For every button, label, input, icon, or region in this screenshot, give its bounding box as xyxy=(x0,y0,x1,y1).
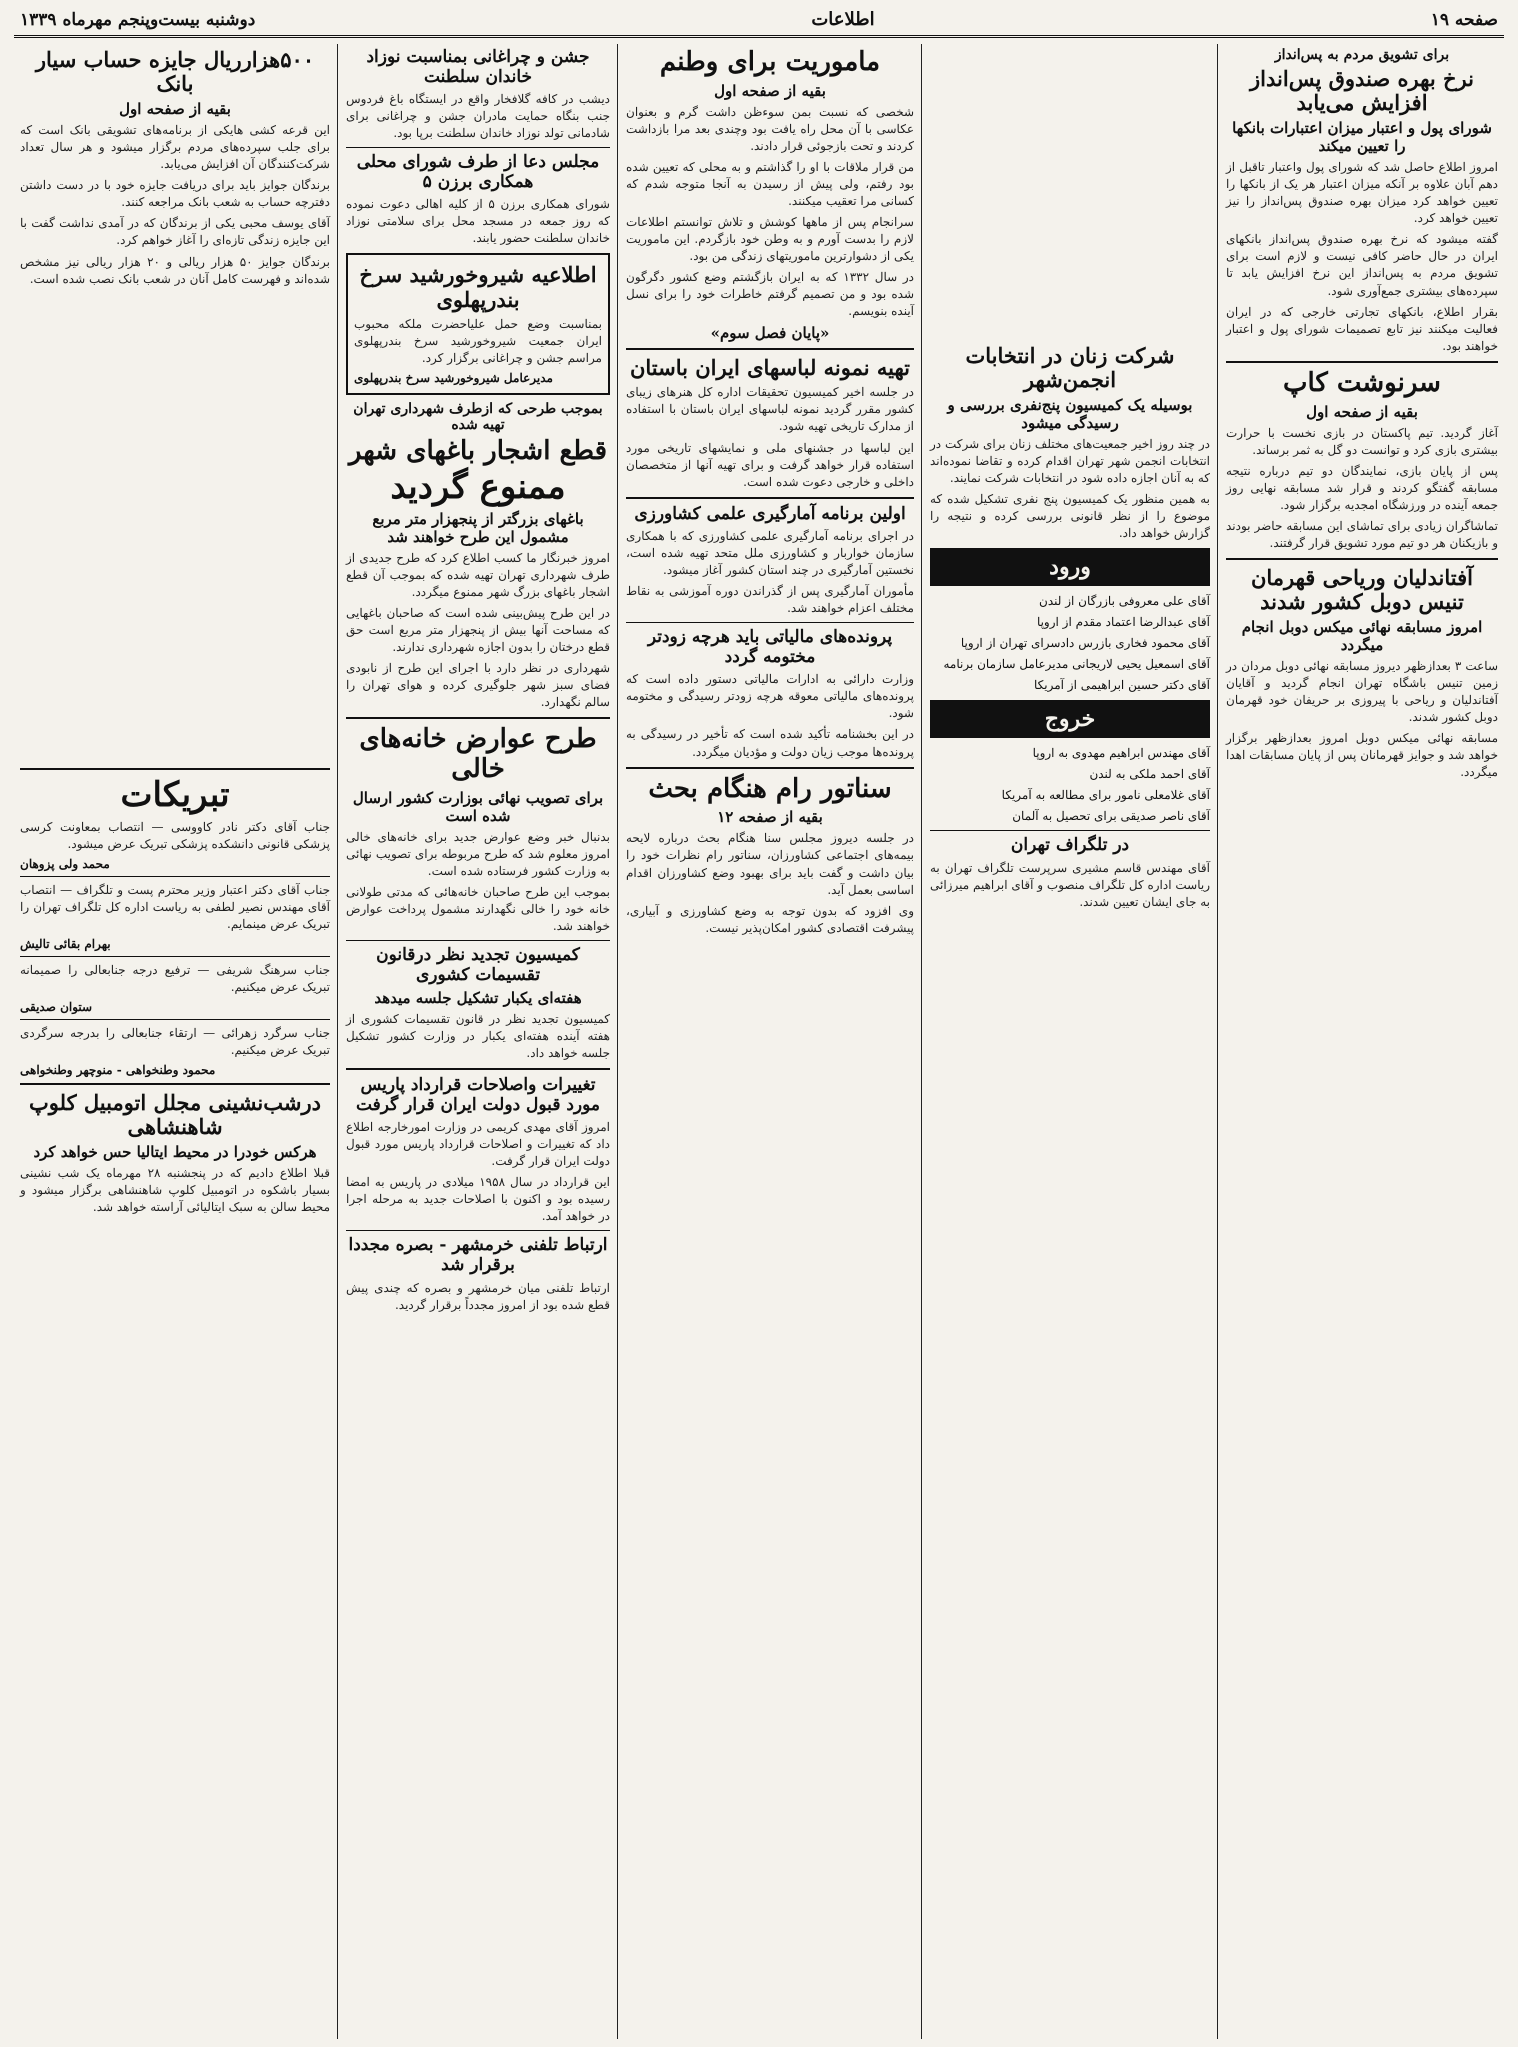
article-paragraph: در سال ۱۳۳۲ که به ایران بازگشتم وضع کشور دگرگون شده بود و من تصمیم گرفتم خاطرات خود را برای نسل آینده بنویسم. xyxy=(626,270,914,319)
congrats-text: جناب سرهنگ شریفی — ترفیع درجه جنابعالی را صمیمانه تبریک عرض میکنیم. xyxy=(20,962,330,994)
article-paragraph: قبلا اطلاع دادیم که در پنجشنبه ۲۸ مهرماه یک شب نشینی بسیار باشکوه در اتومبیل کلوپ شاهنشاهی برگزار میشود و محیط سالن به سبک ایتالیائی آراسته خواهد شد. xyxy=(20,1166,330,1215)
notice-signature: مدیرعامل شیروخورشید سرخ بندرپهلوی xyxy=(354,370,553,385)
houses-subheadline: برای تصویب نهائی بوزارت کشور ارسال شده است xyxy=(352,788,604,825)
article-paragraph: این قرعه کشی هایکی از برنامه‌های تشویقی بانک است که برای جلب سپرده‌های مردم برگزار میشود و هر سال تعداد شرکت‌کنندگان آن افزایش می‌یابد. xyxy=(20,123,330,172)
article-paragraph: در این بخشنامه تأکید شده است که تأخیر در رسیدگی به پرونده‌ها موجب زیان دولت و مؤدیان میگردد. xyxy=(626,727,914,759)
agri-headline: اولین برنامه آمارگیری علمی کشاورزی xyxy=(634,503,906,524)
club-subheadline: هرکس خودرا در محیط ایتالیا حس خواهد کرد xyxy=(33,1143,317,1162)
congrats-signature: محمد ولی پزوهان xyxy=(20,856,110,871)
article-paragraph: گفته میشود که نرخ بهره صندوق پس‌انداز بانکهای ایران در حال حاضر کافی نیست و لازم است برای تشویق مردم به پس‌انداز این نرخ افزایش یابد تا سپرده‌های بیشتری جمع‌آوری شود. xyxy=(1226,232,1498,298)
women-election-subheadline: بوسیله یک کمیسیون پنج‌نفری بررسی و رسیدگی میشود xyxy=(947,396,1193,433)
notice-box xyxy=(346,253,610,394)
article-paragraph: آقای مهندس قاسم مشیری سرپرست تلگراف تهران به ریاست اداره کل تلگراف منصوب و آقای ابراهیم میرزائی به جای ایشان تعیین شدند. xyxy=(930,861,1210,910)
divider xyxy=(346,1230,610,1231)
article-paragraph: آقای یوسف محبی یکی از برندگان که در آمدی نداشت گفت با این جایزه زندگی تازه‌ای را آغاز خواهم کرد. xyxy=(20,216,330,248)
article-paragraph: مسابقه نهائی میکس دوبل امروز بعدازظهر برگزار خواهد شد و جوایز قهرمانان پس از پایان مسابقات اهدا میگردد. xyxy=(1226,731,1498,780)
article-paragraph: برندگان جوایز ۵۰ هزار ریالی و ۲۰ هزار ریالی نیز مشخص شده‌اند و فهرست کامل آنان در شعب بانک نصب شده است. xyxy=(20,254,330,286)
divider xyxy=(930,830,1210,831)
article-paragraph: بدنبال خبر وضع عوارض جدید برای خانه‌های خالی امروز معلوم شد که طرح مربوطه برای تصویب نهائی به وزارت کشور فرستاده شده است. xyxy=(346,829,610,878)
departure-item: آقای احمد ملکی به لندن xyxy=(1089,767,1210,782)
divider xyxy=(20,876,330,877)
arrival-item: آقای عبدالرضا اعتماد مقدم از اروپا xyxy=(1036,615,1210,630)
divider xyxy=(20,956,330,957)
article-paragraph: در جلسه دیروز مجلس سنا هنگام بحث درباره لایحه بیمه‌های اجتماعی کشاورزان، سناتور رام نظرات خود را بیان داشت و گفت باید برای بهبود وضع کشاورزان اقدام اساسی بعمل آید. xyxy=(626,831,914,897)
arrival-item: آقای علی معروفی بازرگان از لندن xyxy=(1039,594,1210,609)
trees-headline-line1: قطع اشجار باغهای شهر xyxy=(348,435,608,466)
article-paragraph: امروز آقای مهدی کریمی در وزارت امورخارجه اطلاع داد که تغییرات و اصلاحات قرارداد پاریس مورد قبول دولت ایران قرار گرفت. xyxy=(346,1120,610,1169)
column-3 xyxy=(620,44,920,2039)
article-paragraph: در جلسه اخیر کمیسیون تحقیقات اداره کل هنرهای زیبای کشور مقرر گردید نمونه لباسهای ایران باستان با استفاده از مدارک تاریخی تهیه شود. xyxy=(626,385,914,434)
houses-headline: طرح عوارض خانه‌های خالی xyxy=(359,724,597,784)
page-number: صفحه ۱۹ xyxy=(1430,9,1498,30)
prayer-headline: مجلس دعا از طرف شورای محلی همکاری برزن ۵ xyxy=(356,152,600,192)
arrival-item: آقای محمود فخاری بازرس دادسرای تهران از اروپا xyxy=(960,636,1210,651)
congratulations-headline: تبریکات xyxy=(120,774,230,815)
congrats-signature: ستوان صدیقی xyxy=(20,999,93,1014)
article-headline: نرخ بهره صندوق پس‌انداز افزایش می‌یابد xyxy=(1250,66,1474,116)
article-paragraph: امروز اطلاع حاصل شد که شورای پول واعتبار تاقبل از دهم آبان علاوه بر آنکه میزان اعتبار هر یک از بانکها را تعیین خواهد کرد میزان بهره صندوق پس‌انداز را نیز تعیین خواهد کرد. xyxy=(1226,160,1498,226)
sports-subheadline: بقیه از صفحه اول xyxy=(1306,402,1418,421)
article-paragraph: به همین منظور یک کمیسیون پنج نفری تشکیل شده که موضوع را از نظر قانونی بررسی کرده و نتیجه را گزارش خواهد داد. xyxy=(930,492,1210,541)
tennis-headline: آفتاندلیان وریاحی قهرمان تنیس دوبل کشور شدند xyxy=(1250,564,1474,614)
trees-subheadline: باغهای بزرگتر از پنجهزار متر مربع مشمول این طرح خواهند شد xyxy=(372,509,584,546)
congrats-text: جناب آقای دکتر اعتبار وزیر محترم پست و تلگراف — انتصاب آقای مهندس نصیر لطفی به ریاست اداره کل تلگراف تهران را تبریک عرض مینمایم. xyxy=(20,882,330,931)
article-paragraph: من قرار ملاقات با او را گذاشتم و به محلی که تعیین شده بود رفتم، ولی پیش از رسیدن به آنجا متوجه شدم که کسانی مرا تعقیب میکنند. xyxy=(626,159,914,209)
article-paragraph: پس از پایان بازی، نمایندگان دو تیم درباره نتیجه مسابقه گفتگو کردند و قرار شد مسابقه نهایی روز جمعه آینده در ورزشگاه امجدیه برگزار شود. xyxy=(1226,463,1498,512)
departure-item: آقای ناصر صدیقی برای تحصیل به آلمان xyxy=(1012,809,1210,824)
senate-subheadline: بقیه از صفحه ۱۲ xyxy=(717,808,823,827)
paris-headline: تغییرات واصلاحات قرارداد پاریس مورد قبول دولت ایران قرار گرفت xyxy=(355,1075,601,1115)
article-paragraph: شخصی که نسبت بمن سوءظن داشت گرم و بعنوان عکاسی با آن محل راه یافت بود وچندی بعد مرا بازداشت کردند و تحت بازجوئی قرار دادند. xyxy=(626,104,914,153)
article-subheadline: شورای پول و اعتبار میزان اعتبارات بانکها را تعیین میکند xyxy=(1232,119,1492,156)
divider xyxy=(20,1083,330,1085)
column-2 xyxy=(924,44,1216,2039)
divider xyxy=(626,767,914,769)
commission-subheadline: هفته‌ای یکبار تشکیل جلسه میدهد xyxy=(374,989,582,1008)
congrats-signature: بهرام بقائی تالیش xyxy=(20,936,111,951)
article-kicker: برای تشویق مردم به پس‌انداز xyxy=(1274,47,1450,63)
article-paragraph: کمیسیون تجدید نظر در قانون تقسیمات کشوری از هفته آینده هفته‌ای یکبار در وزارت کشور تشکیل جلسه خواهد داد. xyxy=(346,1012,610,1061)
trees-headline-line2: ممنوع گردید xyxy=(390,466,566,507)
divider xyxy=(346,1068,610,1070)
column-rule xyxy=(921,44,922,2039)
notice-headline: اطلاعیه شیروخورشید سرخ بندرپهلوی xyxy=(359,262,597,312)
article-paragraph: مأموران آمارگیری پس از گذراندن دوره آموزشی به نقاط مختلف اعزام خواهند شد. xyxy=(626,584,914,616)
congrats-signature: محمود وطنخواهی - منوچهر وطنخواهی xyxy=(20,1062,216,1077)
divider xyxy=(346,940,610,941)
tax-headline: پرونده‌های مالیاتی باید هرچه زودتر مختومه گردد xyxy=(647,627,893,667)
arrivals-banner: ورود xyxy=(930,548,1210,586)
article-paragraph: ارتباط تلفنی میان خرمشهر و بصره که چندی پیش قطع شده بود از امروز مجدداً برقرار گردید. xyxy=(346,1280,610,1312)
divider xyxy=(1226,558,1498,560)
divider xyxy=(20,1019,330,1020)
arrival-item: آقای اسمعیل یحیی لاریجانی مدیرعامل سازمان برنامه xyxy=(943,657,1210,672)
departure-item: آقای مهندس ابراهیم مهدوی به اروپا xyxy=(1032,746,1210,761)
divider xyxy=(626,622,914,623)
article-paragraph: وزارت دارائی به ادارات مالیاتی دستور داده است که پرونده‌های مالیاتی معوقه هرچه زودتر رسیدگی و مختومه شود. xyxy=(626,672,914,721)
article-paragraph: این لباسها در جشنهای ملی و نمایشهای تاریخی مورد استفاده قرار خواهد گرفت و برای تهیه آنها از متخصصان داخلی و خارجی دعوت شده است. xyxy=(626,440,914,489)
celebration-headline: جشن و چراغانی بمناسبت نوزاد خاندان سلطنت xyxy=(366,47,590,87)
article-paragraph: در اجرای برنامه آمارگیری علمی کشاورزی که با همکاری سازمان خواربار و کشاورزی ملل متحد تهیه شده است، نخستین آمارگیری در چند استان کشور آغاز میشود. xyxy=(626,529,914,578)
divider xyxy=(626,497,914,499)
article-paragraph: وی افزود که بدون توجه به وضع کشاورزی و آبیاری، پیشرفت اقتصادی کشور امکان‌پذیر نیست. xyxy=(626,903,914,935)
divider xyxy=(346,147,610,148)
divider xyxy=(346,717,610,719)
issue-date: دوشنبه بیست‌وپنجم مهرماه ۱۳۳۹ xyxy=(20,9,256,30)
article-paragraph: بموجب این طرح صاحبان خانه‌هائی که مدتی طولانی خانه خود را خالی نگهدارند مشمول پرداخت عوارض خواهند شد. xyxy=(346,884,610,933)
club-headline: درشب‌نشینی مجلل اتومبیل کلوپ شاهنشاهی xyxy=(29,1089,321,1140)
article-paragraph: این قرارداد در سال ۱۹۵۸ میلادی در پاریس به امضا رسیده بود و اکنون با اصلاحات جدید به مرحله اجرا در خواهد آمد. xyxy=(346,1175,610,1224)
commission-headline: کمیسیون تجدید نظر درقانون تقسیمات کشوری xyxy=(376,944,580,985)
column-rule xyxy=(1217,44,1218,2039)
article-paragraph: شهرداری در نظر دارد با اجرای این طرح از نابودی فضای سبز شهر جلوگیری کرده و هوای تهران را سالم نگهدارد. xyxy=(346,660,610,709)
column-1 xyxy=(1220,44,1504,2039)
article-paragraph: برندگان جوایز باید برای دریافت جایزه خود با در دست داشتن دفترچه حساب به شعب بانک مراجعه کنند. xyxy=(20,178,330,210)
column-rule xyxy=(337,44,338,2039)
tennis-subheadline: امروز مسابقه نهائی میکس دوبل انجام میگردد xyxy=(1241,618,1483,655)
article-paragraph: ساعت ۳ بعدازظهر دیروز مسابقه نهائی دوبل مردان در زمین تنیس باشگاه تهران انجام گردید و آقایان آفتاندلیان و ریاحی با پیروزی بر حریفان خود قهرمان دوبل کشور شدند. xyxy=(1226,659,1498,725)
sports-headline: سرنوشت کاپ xyxy=(1283,367,1441,398)
article-paragraph: شورای همکاری برزن ۵ از کلیه اهالی دعوت نموده که روز جمعه در مسجد محل برای سلامتی نوزاد خاندان سلطنت حضور یابند. xyxy=(346,197,610,246)
article-paragraph: دیشب در کافه گلافخار واقع در ایستگاه باغ فردوس جنب بنگاه حمایت مادران جشن و چراغانی برای شادمانی تولد نوزاد خاندان سلطنت برپا بود. xyxy=(346,92,610,141)
arrival-item: آقای دکتر حسین ابراهیمی از آمریکا xyxy=(1033,678,1210,693)
departures-banner: خروج xyxy=(930,700,1210,738)
congrats-text: جناب سرگرد زهرائی — ارتقاء جنابعالی را بدرجه سرگردی تبریک عرض میکنیم. xyxy=(20,1025,330,1057)
article-paragraph: بقرار اطلاع، بانکهای تجارتی خارجی که در ایران فعالیت میکنند نیز تابع تصمیمات شورای پول و اعتبار خواهند بود. xyxy=(1226,304,1498,353)
bank-prize-headline: ۵۰۰هزارریال جایزه حساب سیار بانک xyxy=(35,47,315,97)
column-5 xyxy=(14,44,336,2039)
divider xyxy=(20,768,330,770)
women-election-headline: شرکت زنان در انتخابات انجمن‌شهر xyxy=(965,343,1175,393)
article-paragraph: تماشاگران زیادی برای تماشای این مسابقه حاضر بودند و بازیکنان هر دو تیم مورد تشویق قرار گرفتند. xyxy=(1226,518,1498,550)
article-paragraph: در این طرح پیش‌بینی شده است که صاحبان باغهایی که مساحت آنها بیش از پنجهزار متر مربع است حق قطع درختان را بدون اجازه شهرداری ندارند. xyxy=(346,605,610,654)
article-paragraph: بمناسبت وضع حمل علیاحضرت ملکه محبوب ایران جمعیت شیروخورشید سرخ بندرپهلوی مراسم جشن و چراغانی برگزار کرد. xyxy=(354,316,602,365)
telegraph-headline: در تلگراف تهران xyxy=(1010,835,1130,856)
congrats-text: جناب آقای دکتر نادر کاووسی — انتصاب بمعاونت کرسی پزشکی قانونی دانشکده پزشکی تبریک عرض میشود. xyxy=(20,819,330,851)
phone-headline: ارتباط تلفنی خرمشهر - بصره مجددا برقرار شد xyxy=(348,1235,608,1275)
costume-headline: تهیه نمونه لباسهای ایران باستان xyxy=(629,355,911,381)
mission-subheadline: بقیه از صفحه اول xyxy=(714,81,826,100)
departure-item: آقای غلامعلی نامور برای مطالعه به آمریکا xyxy=(1001,788,1210,803)
article-paragraph: سرانجام پس از ماهها کوشش و تلاش توانستم اطلاعات لازم را بدست آورم و به وطن خود بازگردم. این ماموریت یکی از دشوارترین ماموریتهای زندگی من بود. xyxy=(626,215,914,264)
divider xyxy=(626,348,914,350)
article-paragraph: در چند روز اخیر جمعیت‌های مختلف زنان برای شرکت در انتخابات انجمن شهر تهران اقدام کرده و تقاضا نموده‌اند که به آنان اجازه داده شود در انتخابات شرکت نمایند. xyxy=(930,437,1210,486)
bank-prize-subheadline: بقیه از صفحه اول xyxy=(119,100,231,119)
mission-headline: ماموریت برای وطنم xyxy=(659,47,881,77)
trees-kicker: بموجب طرحی که ازطرف شهرداری تهران تهیه شده xyxy=(353,400,603,433)
article-paragraph: امروز خبرنگار ما کسب اطلاع کرد که طرح جدیدی از طرف شهرداری تهران تهیه شده که بموجب آن قطع اشجار باغهای بزرگ شهر ممنوع میگردد. xyxy=(346,550,610,599)
masthead xyxy=(14,8,1504,38)
article-paragraph: آغاز گردید. تیم پاکستان در بازی نخست با حرارت بیشتری بازی کرد و توانست دو گل به ثمر برساند. xyxy=(1226,425,1498,457)
divider xyxy=(1226,361,1498,363)
paper-name: اطلاعات xyxy=(811,9,875,30)
end-note: «پایان فصل سوم» xyxy=(710,324,830,343)
column-4 xyxy=(340,44,616,2039)
senate-headline: سناتور رام هنگام بحث xyxy=(648,773,892,804)
column-rule xyxy=(617,44,618,2039)
